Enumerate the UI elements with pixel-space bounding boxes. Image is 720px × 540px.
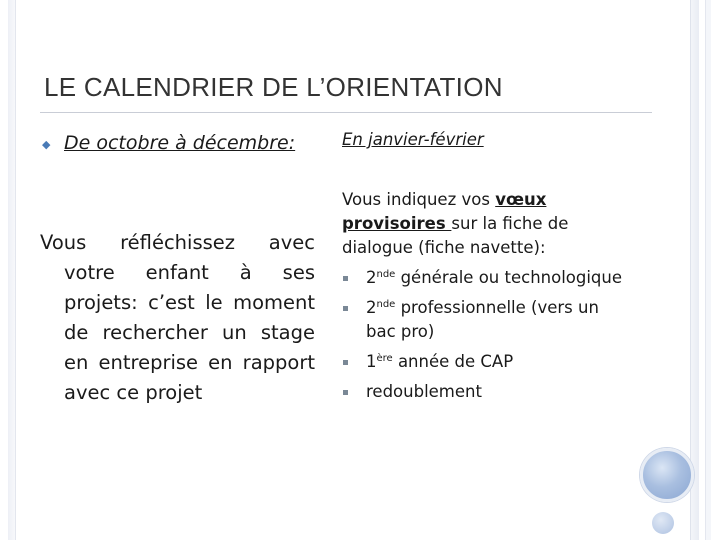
intro-prefix: Vous indiquez vos [342, 190, 496, 209]
list-item [342, 266, 627, 290]
left-body-text: Vous réfléchissez avec votre enfant à ses projets: c’est le moment de rechercher un stage en entreprise en rapport avec ce projet [40, 231, 315, 404]
option-sup: nde [376, 299, 396, 310]
slide-frame-right-inner [705, 0, 711, 540]
option-text: année de CAP [392, 352, 514, 371]
square-bullet-icon [343, 306, 348, 311]
square-bullet-icon [343, 390, 348, 395]
slide-frame-left [8, 0, 16, 540]
decorative-small-orb-icon [652, 512, 674, 534]
decorative-orb-icon [640, 448, 694, 502]
list-item [342, 380, 627, 404]
right-column [342, 130, 627, 401]
list-item [342, 296, 627, 344]
option-prefix: 2 [366, 268, 377, 287]
option-sup: ère [376, 353, 393, 364]
diamond-bullet-icon: ◆ [42, 138, 51, 151]
option-prefix: 1 [366, 352, 377, 371]
option-text: générale ou technologique [395, 268, 623, 287]
left-period-heading [64, 130, 304, 156]
option-prefix: 2 [366, 298, 377, 317]
square-bullet-icon [343, 276, 348, 281]
slide-frame-right [690, 0, 699, 540]
right-intro-text [342, 188, 627, 260]
title-divider [40, 112, 652, 113]
options-list [342, 266, 627, 410]
slide-title: LE CALENDRIER DE L’ORIENTATION [44, 72, 503, 102]
list-item [342, 350, 627, 374]
option-text: redoublement [366, 382, 482, 401]
square-bullet-icon [343, 360, 348, 365]
intro-emphasis: vœux provisoires [342, 190, 547, 233]
option-sup: nde [376, 269, 396, 280]
intro-suffix: sur la fiche de dialogue (fiche navette): [342, 214, 569, 257]
left-period-text: De octobre à décembre: [64, 132, 296, 154]
right-period-heading: En janvier-février [342, 130, 484, 149]
option-text: professionnelle (vers un bac pro) [366, 298, 599, 341]
